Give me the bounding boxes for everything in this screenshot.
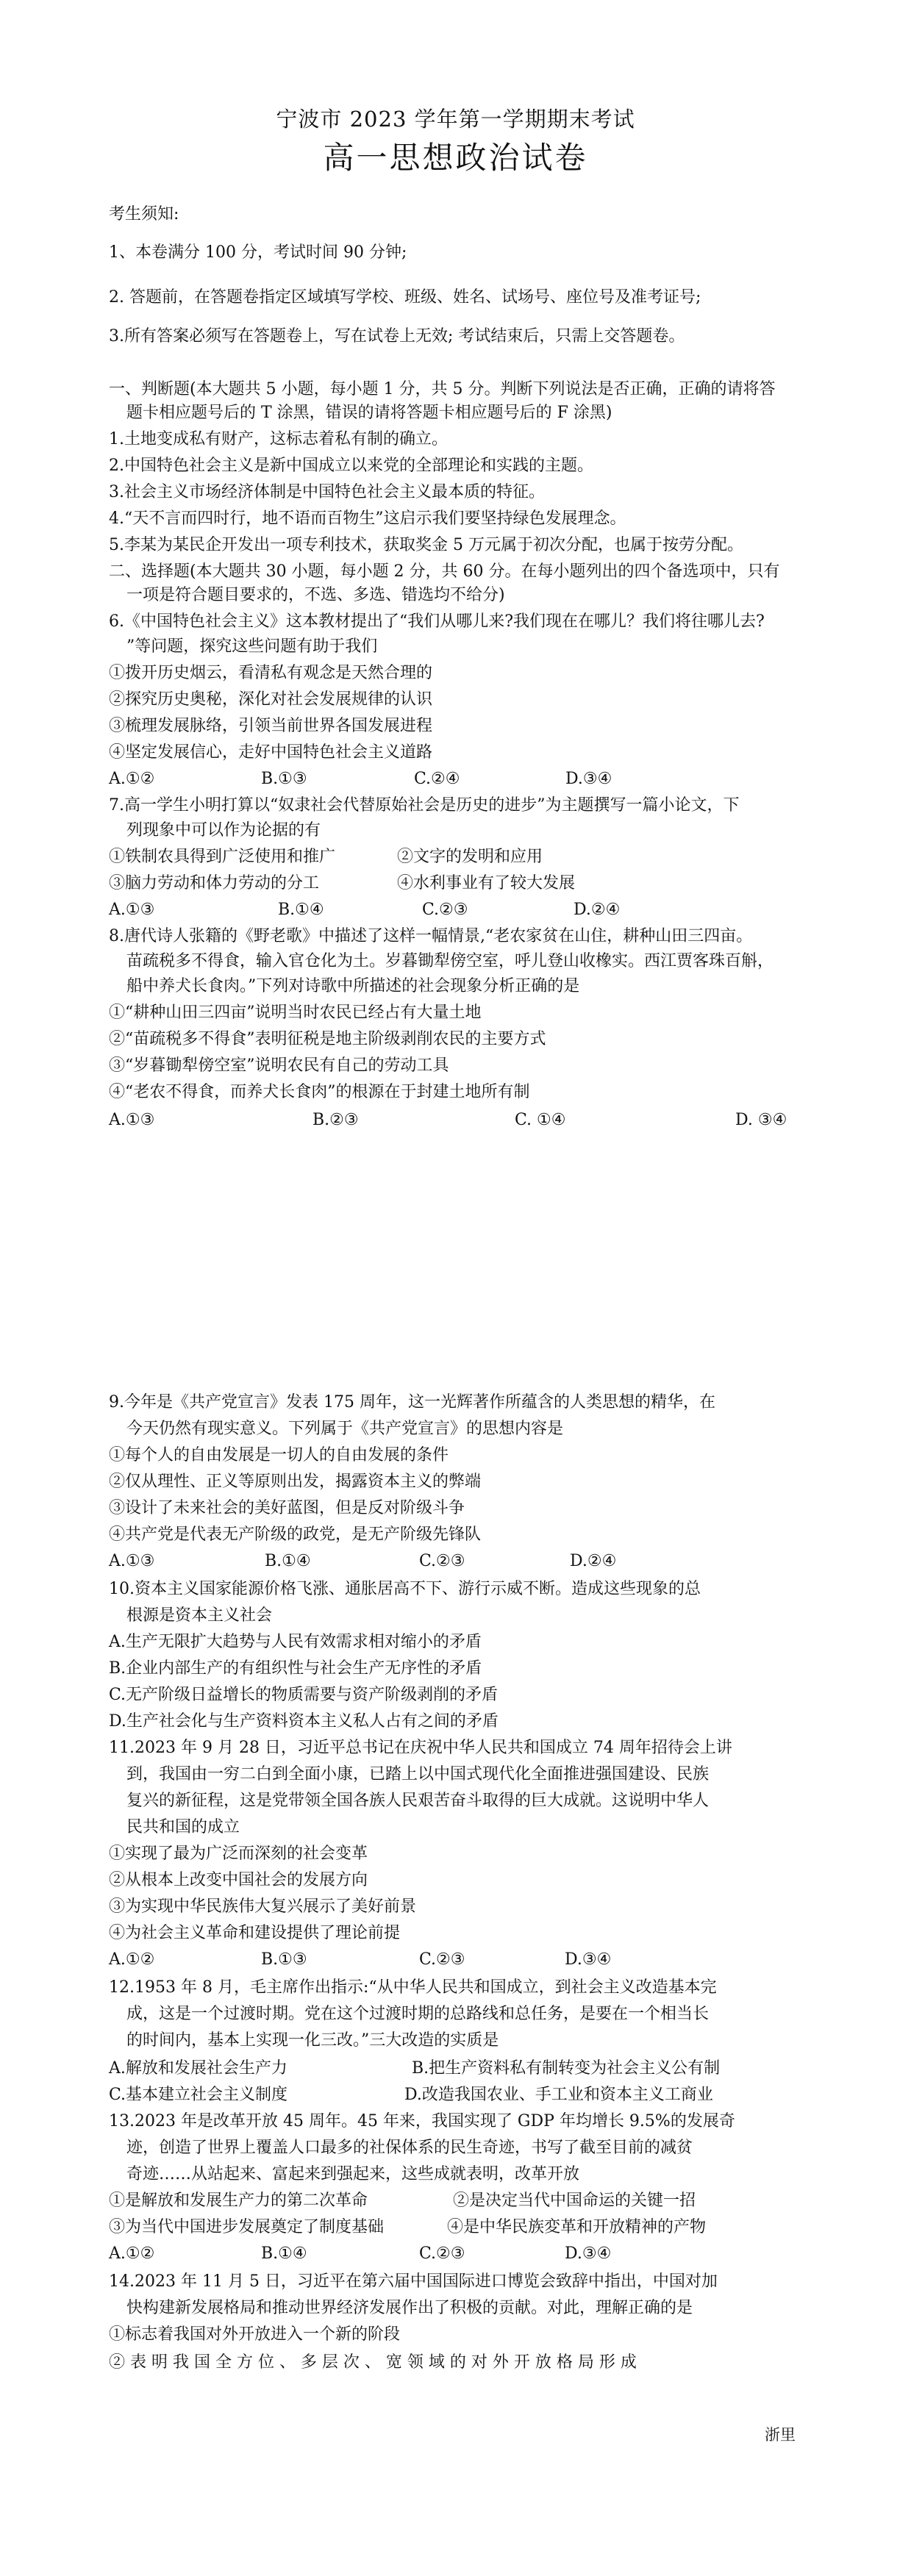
option-a: A.①② <box>109 1950 155 1969</box>
option-c: C. ①④ <box>515 1111 566 1129</box>
question-stem: 12.1953 年 8 月，毛主席作出指示:“从中华人民共和国成立，到社会主义改造基本完 <box>109 1978 717 1997</box>
option-b: B.①④ <box>265 1552 311 1570</box>
exam-title-line1: 宁波市 2023 学年第一学期期末考试 <box>276 107 635 132</box>
question-stem: ”等问题，探究这些问题有助于我们 <box>126 637 378 656</box>
question-stem: 船中养犬长食肉。”下列对诗歌中所描述的社会现象分析正确的是 <box>126 977 580 995</box>
question-stem: 列现象中可以作为论据的有 <box>126 821 321 840</box>
question-item: ③设计了未来社会的美好蓝图，但是反对阶级斗争 <box>109 1499 465 1517</box>
answer-choice: C.基本建立社会主义制度 <box>109 2086 288 2104</box>
question-item: ④共产党是代表无产阶级的政党，是无产阶级先锋队 <box>109 1525 482 1544</box>
question-item: ③为当代中国进步发展奠定了制度基础 <box>109 2218 385 2236</box>
question-item: ② 表 明 我 国 全 方 位 、 多 层 次 、 宽 领 域 的 对 外 开 放 格 局 形 成 <box>109 2353 637 2372</box>
judgment-item: 5.李某为某民企开发出一项专利技术，获取奖金 5 万元属于初次分配，也属于按劳分配。 <box>109 536 743 554</box>
answer-options <box>0 769 911 790</box>
question-stem: 13.2023 年是改革开放 45 周年。45 年来，我国实现了 GDP 年均增长 9.5%的发展奇 <box>109 2112 735 2130</box>
question-item: ②文字的发明和应用 <box>397 848 543 866</box>
notice-item: 1、本卷满分 100 分，考试时间 90 分钟; <box>109 243 407 262</box>
option-c: C.②④ <box>414 770 460 788</box>
answer-options <box>0 1110 911 1131</box>
footer-mark: 浙里 <box>765 2426 796 2444</box>
question-stem: 到，我国由一穷二白到全面小康，已踏上以中国式现代化全面推进强国建设、民族 <box>126 1765 710 1783</box>
question-item: ①铁制农具得到广泛使用和推广 <box>109 848 336 866</box>
section1-intro: 题卡相应题号后的 T 涂黑，错误的请将答题卡相应题号后的 F 涂黑) <box>126 404 612 422</box>
question-stem: 迹，创造了世界上覆盖人口最多的社保体系的民生奇迹，书写了截至目前的减贫 <box>126 2139 693 2157</box>
question-item: ③脑力劳动和体力劳动的分工 <box>109 874 320 892</box>
question-item: ①每个人的自由发展是一切人的自由发展的条件 <box>109 1446 449 1464</box>
option-b: B.①③ <box>261 770 307 788</box>
question-item: ③梳理发展脉络，引领当前世界各国发展进程 <box>109 717 433 735</box>
option-d: D.③④ <box>565 1950 612 1969</box>
answer-options <box>0 2244 911 2264</box>
question-stem: 成，这是一个过渡时期。党在这个过渡时期的总路线和总任务，是要在一个相当长 <box>126 2005 710 2023</box>
option-d: D.③④ <box>565 770 612 788</box>
option-a: A.①② <box>109 770 155 788</box>
question-item: ①“耕种山田三四亩”说明当时农民已经占有大量土地 <box>109 1003 482 1022</box>
notice-heading: 考生须知: <box>109 205 179 223</box>
section1-intro: 一、判断题(本大题共 5 小题，每小题 1 分，共 5 分。判断下列说法是否正确，正确的请将答 <box>109 380 776 398</box>
option-d: D.②④ <box>574 901 621 919</box>
notice-item: 2. 答题前，在答题卷指定区域填写学校、班级、姓名、试场号、座位号及准考证号; <box>109 288 701 307</box>
notice-item: 3.所有答案必须写在答题卷上，写在试卷上无效; 考试结束后，只需上交答题卷。 <box>109 327 685 346</box>
judgment-item: 3.社会主义市场经济体制是中国特色社会主义最本质的特征。 <box>109 483 545 501</box>
question-stem: 8.唐代诗人张籍的《野老歌》中描述了这样一幅情景,“老农家贫在山住，耕种山田三四亩。 <box>109 927 753 945</box>
answer-choice: D.改造我国农业、手工业和资本主义工商业 <box>404 2086 713 2104</box>
question-item: ①实现了最为广泛而深刻的社会变革 <box>109 1845 368 1863</box>
question-stem: 7.高一学生小明打算以“奴隶社会代替原始社会是历史的进步”为主题撰写一篇小论文，下 <box>109 796 740 815</box>
question-item: ②探究历史奥秘，深化对社会发展规律的认识 <box>109 690 433 709</box>
question-stem: 快构建新发展格局和推动世界经济发展作出了积极的贡献。对此，理解正确的是 <box>126 2299 693 2317</box>
answer-options <box>0 900 911 920</box>
question-stem: 根源是资本主义社会 <box>126 1606 273 1625</box>
question-stem: 10.资本主义国家能源价格飞涨、通胀居高不下、游行示威不断。造成这些现象的总 <box>109 1580 701 1598</box>
question-item: ②“苗疏税多不得食”表明征税是地主阶级剥削农民的主要方式 <box>109 1030 546 1048</box>
question-item: ④为社会主义革命和建设提供了理论前提 <box>109 1924 401 1942</box>
question-item: ②仅从理性、正义等原则出发，揭露资本主义的弊端 <box>109 1473 482 1491</box>
section2-intro: 一项是符合题目要求的，不选、多选、错选均不给分) <box>126 586 505 604</box>
question-item: ②从根本上改变中国社会的发展方向 <box>109 1871 368 1889</box>
option-d: D.②④ <box>570 1552 617 1570</box>
option-c: C.②③ <box>419 1552 465 1570</box>
question-item: ①拨开历史烟云，看清私有观念是天然合理的 <box>109 664 433 682</box>
option-a: A.①③ <box>109 1111 155 1129</box>
question-item: ③为实现中华民族伟大复兴展示了美好前景 <box>109 1897 417 1916</box>
question-stem: 复兴的新征程，这是党带领全国各族人民艰苦奋斗取得的巨大成就。这说明中华人 <box>126 1792 710 1810</box>
question-stem: 民共和国的成立 <box>126 1818 240 1836</box>
option-b: B.①④ <box>261 2244 307 2263</box>
answer-options <box>0 1551 911 1572</box>
option-b: B.②③ <box>312 1111 359 1129</box>
question-item: ④坚定发展信心，走好中国特色社会主义道路 <box>109 743 433 762</box>
option-a: A.①③ <box>109 901 155 919</box>
option-c: C.②③ <box>419 2244 465 2263</box>
question-stem: 苗疏税多不得食，输入官仓化为土。岁暮锄犁傍空室，呼儿登山收橡实。西江贾客珠百斛， <box>126 952 774 970</box>
question-stem: 14.2023 年 11 月 5 日，习近平在第六届中国国际进口博览会致辞中指出，中国对加 <box>109 2272 718 2291</box>
answer-choice: A.生产无限扩大趋势与人民有效需求相对缩小的矛盾 <box>109 1633 482 1651</box>
answer-choice: B.企业内部生产的有组织性与社会生产无序性的矛盾 <box>109 1659 482 1678</box>
answer-choice: B.把生产资料私有制转变为社会主义公有制 <box>412 2059 721 2078</box>
answer-choice: C.无产阶级日益增长的物质需要与资产阶级剥削的矛盾 <box>109 1686 499 1704</box>
option-b: B.①④ <box>278 901 324 919</box>
section2-intro: 二、选择题(本大题共 30 小题，每小题 2 分，共 60 分。在每小题列出的四个备选项中，只有 <box>109 562 780 581</box>
answer-options <box>0 1950 911 1970</box>
option-d: D. ③④ <box>735 1111 787 1129</box>
question-stem: 奇迹……从站起来、富起来到强起来，这些成就表明，改革开放 <box>126 2165 580 2183</box>
question-item: ④是中华民族変革和开放精神的产物 <box>447 2218 707 2236</box>
question-item: ③“岁暮锄犁傍空室”说明农民有自己的劳动工具 <box>109 1056 449 1075</box>
question-stem: 6.《中国特色社会主义》这本教材提出了“我们从哪儿来?我们现在在哪儿？我们将往哪儿去? <box>109 612 765 631</box>
option-b: B.①③ <box>261 1950 307 1969</box>
judgment-item: 2.中国特色社会主义是新中国成立以来党的全部理论和实践的主题。 <box>109 457 593 475</box>
option-c: C.②③ <box>422 901 468 919</box>
answer-choice: D.生产社会化与生产资料资本主义私人占有之间的矛盾 <box>109 1712 499 1731</box>
option-a: A.①② <box>109 2244 155 2263</box>
judgment-item: 4.“天不言而四时行，地不语而百物生”这启示我们要坚持绿色发展理念。 <box>109 509 626 528</box>
option-c: C.②③ <box>419 1950 465 1969</box>
option-a: A.①③ <box>109 1552 155 1570</box>
answer-choice: A.解放和发展社会生产力 <box>109 2059 287 2078</box>
exam-title-line2: 高一思想政治试卷 <box>323 140 588 176</box>
question-stem: 9.今年是《共产党宣言》发表 175 周年，这一光辉著作所蕴含的人类思想的精华，在 <box>109 1393 715 1412</box>
question-item: ④水利事业有了较大发展 <box>397 874 576 892</box>
question-stem: 11.2023 年 9 月 28 日，习近平总书记在庆祝中华人民共和国成立 74 周年招待会上讲 <box>109 1739 732 1757</box>
option-d: D.③④ <box>565 2244 612 2263</box>
question-stem: 的时间内，基本上实现一化三改。”三大改造的实质是 <box>126 2031 499 2050</box>
judgment-item: 1.土地变成私有财产，这标志着私有制的确立。 <box>109 430 448 448</box>
question-item: ①是解放和发展生产力的第二次革命 <box>109 2192 368 2210</box>
question-stem: 今天仍然有现实意义。下列属于《共产党宣言》的思想内容是 <box>126 1420 564 1438</box>
question-item: ①标志着我国对外开放进入一个新的阶段 <box>109 2325 401 2344</box>
question-item: ②是决定当代中国命运的关键一招 <box>453 2192 696 2210</box>
question-item: ④“老农不得食，而养犬长食肉”的根源在于封建土地所有制 <box>109 1083 530 1101</box>
